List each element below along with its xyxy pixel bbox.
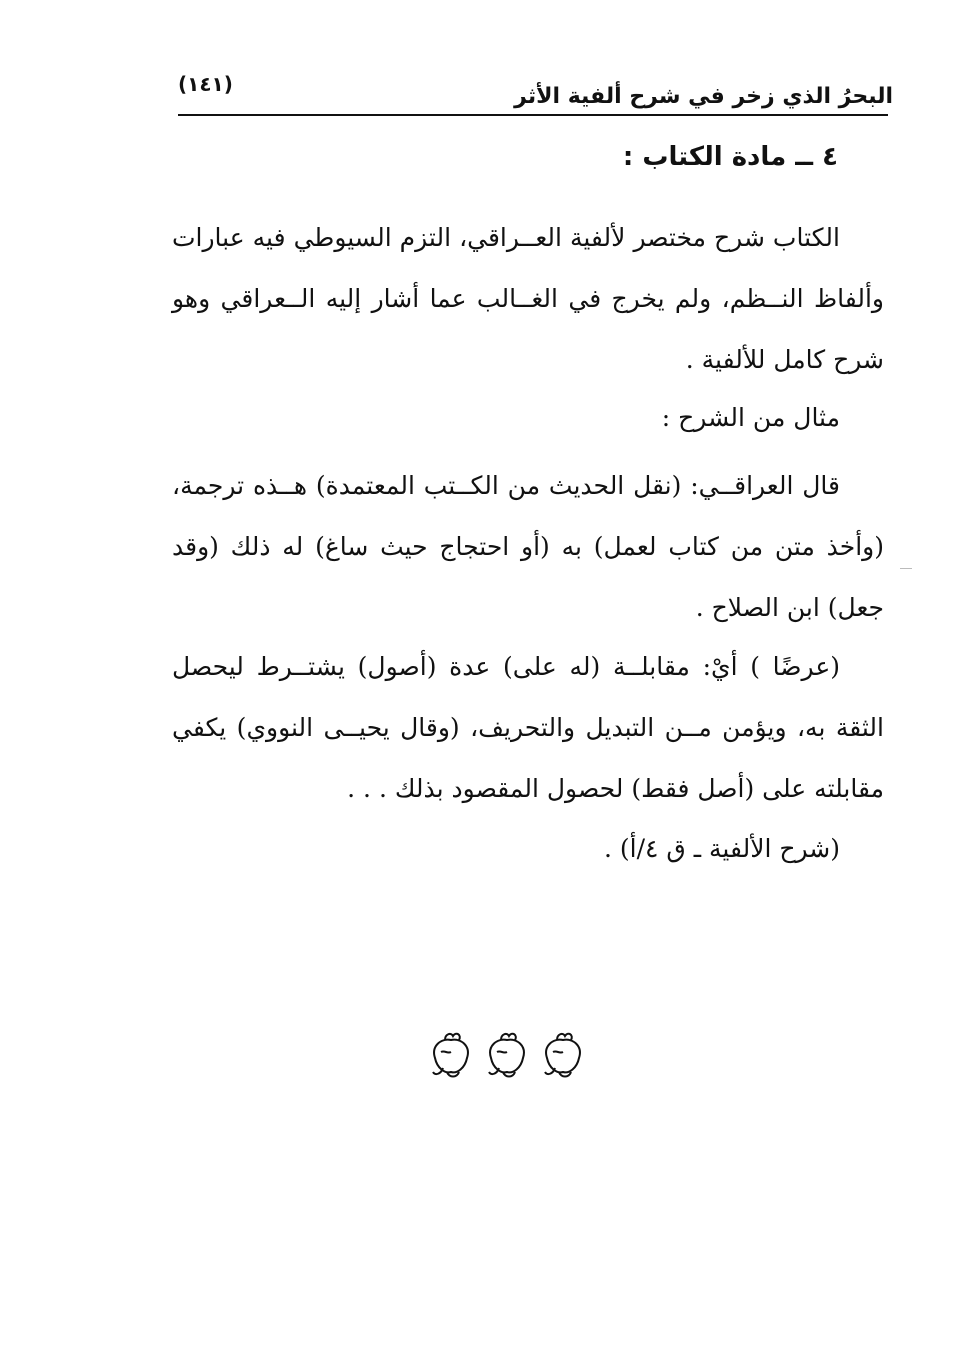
- paragraph-line: شرح كامل للألفية .: [685, 345, 884, 374]
- header-divider: [178, 114, 888, 116]
- section-end-ornaments: [425, 1028, 590, 1088]
- paragraph-commentary: [172, 636, 884, 819]
- floral-ornament-icon: [537, 1028, 589, 1082]
- paragraph-citation: [172, 818, 884, 879]
- paragraph-line: مقابلته على (أصل فقط) لحصول المقصود بذلك . . .: [347, 774, 884, 803]
- paragraph-line: الكتاب شرح مختصر لألفية العــراقي، التزم السيوطي فيه عبارات: [172, 223, 840, 252]
- paragraph-example-intro: [172, 387, 884, 448]
- paragraph-book-content: [172, 207, 884, 390]
- margin-mark: [900, 568, 912, 569]
- running-header-title: البحرُ الذي زخر في شرح ألفية الأثر: [514, 84, 893, 109]
- paragraph-line: جعل) ابن الصلاح .: [695, 593, 884, 622]
- floral-ornament-icon: [481, 1028, 533, 1082]
- paragraph-line: قال العراقــي: (نقل الحديث من الكــتب المعتمدة) هــذه ترجمة،: [172, 471, 840, 500]
- page-number: (١٤١): [178, 72, 233, 96]
- paragraph-line: وألفاظ النــظم، ولم يخرج في الغــالب عما أشار إليه الــعراقي وهو: [172, 284, 884, 313]
- paragraph-quote-iraqi: [172, 455, 884, 638]
- paragraph-line: الثقة به، ويؤمن مــن التبديل والتحريف، (وقال يحيــى النووي) يكفي: [172, 713, 884, 742]
- paragraph-line: (وأخذ متن من كتاب لعمل) به (أو احتجاج حيث ساغ) له ذلك (وقد: [172, 532, 884, 561]
- section-heading: ٤ ــ مادة الكتاب :: [622, 142, 838, 172]
- citation-line: (شرح الألفية ـ ق ٤/أ) .: [603, 834, 840, 863]
- floral-ornament-icon: [425, 1028, 477, 1082]
- paragraph-line: (عرضًا ) أيْ: مقابلــة (له على) عدة (أصول) يشتــرط ليحصل: [172, 652, 840, 681]
- paragraph-line: مثال من الشرح :: [661, 403, 840, 432]
